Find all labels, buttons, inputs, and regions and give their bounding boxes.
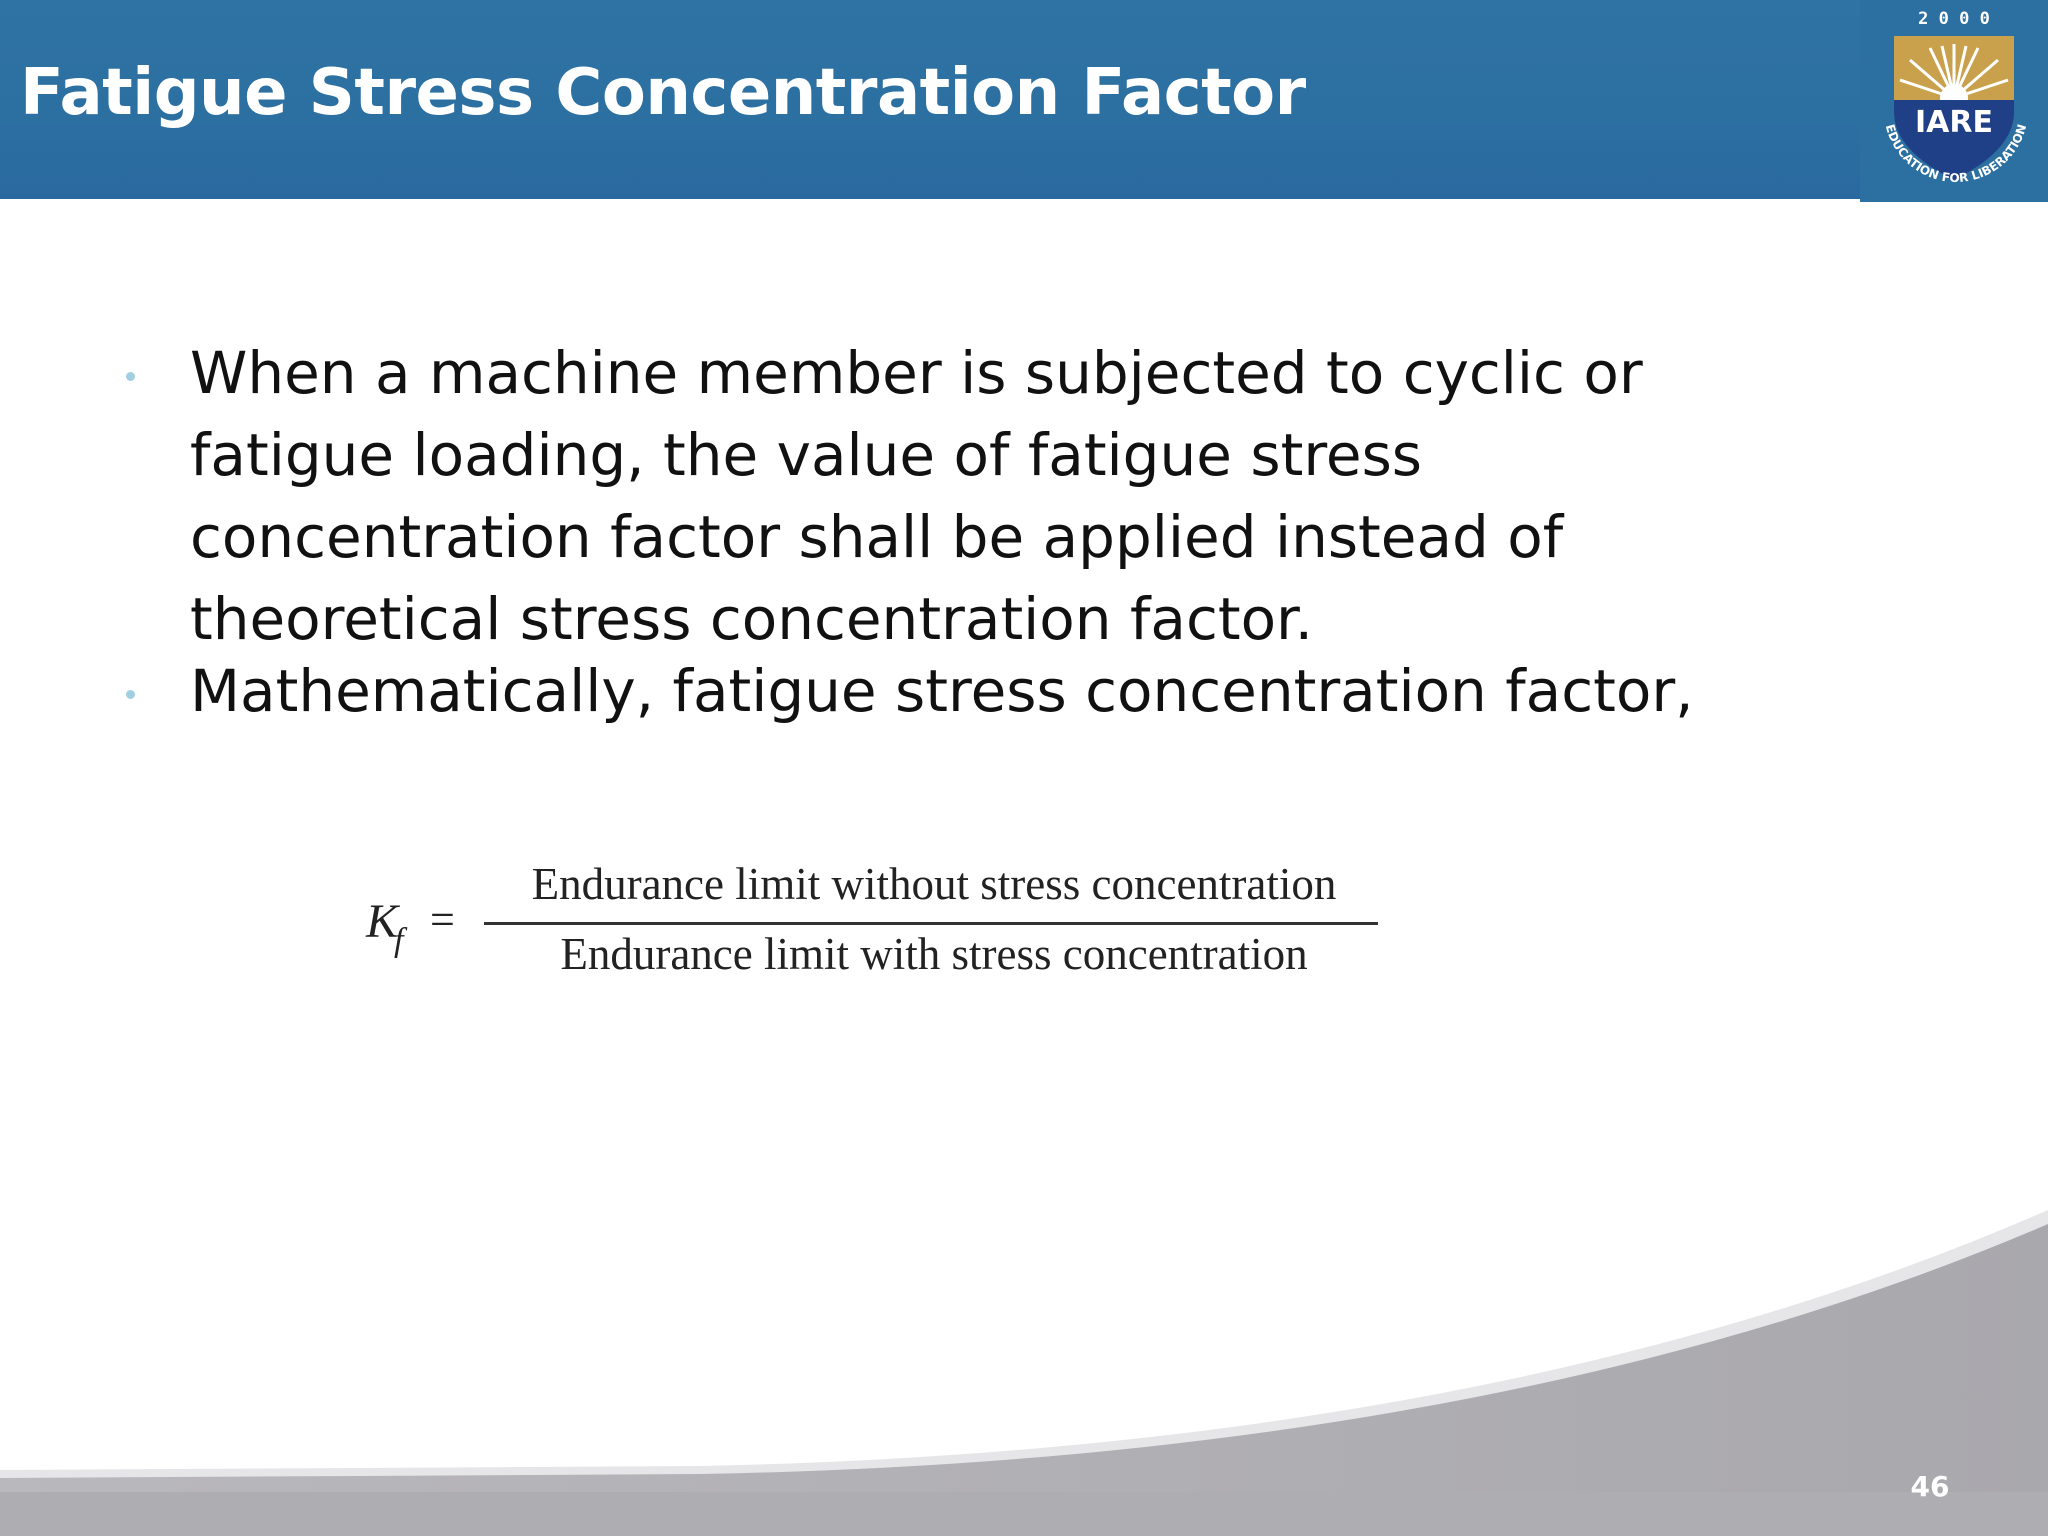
- formula-numerator: Endurance limit without stress concentration: [531, 859, 1337, 909]
- bullet-item: [118, 332, 1818, 660]
- footer-swoosh: [0, 1180, 2048, 1536]
- formula-kf: [366, 858, 1386, 1008]
- bullet-item: [118, 650, 1818, 732]
- iare-logo: [1860, 0, 2048, 202]
- logo-year: 2 0 0 0: [1918, 9, 1990, 29]
- formula-denominator: Endurance limit with stress concentration: [560, 929, 1308, 979]
- page-number: 46: [1910, 1470, 1950, 1503]
- slide-header: [0, 0, 2048, 199]
- bullet-dot-icon: [126, 372, 135, 381]
- formula-subscript: f: [394, 922, 404, 959]
- bullet-text: When a machine member is subjected to cyclic or fatigue loading, the value of fatigue stress concentration factor shall be applied instead of theoretical stress concentration factor.: [190, 339, 1643, 653]
- logo-motto: EDUCATION FOR LIBERATION: [1882, 122, 2030, 186]
- formula-symbol: $K_f$: [366, 895, 404, 959]
- logo-name: IARE: [1915, 105, 1993, 140]
- bullet-text: Mathematically, fatigue stress concentration factor,: [190, 657, 1694, 725]
- fraction-bar: [484, 922, 1378, 925]
- formula-equals: =: [430, 895, 455, 944]
- iare-logo-emblem: [1860, 0, 2048, 202]
- bullet-list: [118, 332, 1818, 732]
- slide-title: Fatigue Stress Concentration Factor: [20, 56, 1306, 130]
- bullet-dot-icon: [126, 690, 135, 699]
